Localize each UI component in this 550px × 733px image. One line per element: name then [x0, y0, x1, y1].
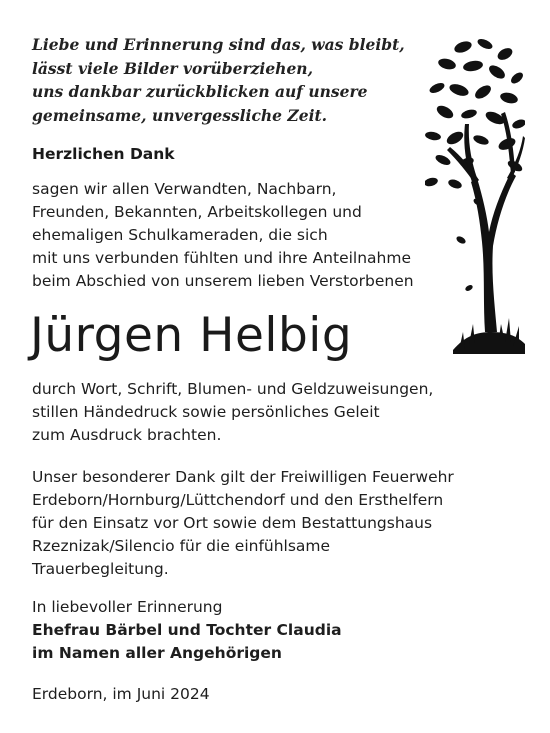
poem-line: lässt viele Bilder vorüberziehen, [32, 58, 313, 78]
intro-line: beim Abschied von unserem lieben Verstorbenen [32, 272, 414, 290]
place-date: Erdeborn, im Juni 2024 [32, 685, 210, 703]
special-thanks-line: Erdeborn/Hornburg/Lüttchendorf und den Ersthelfern [32, 491, 444, 509]
closing-signature [32, 596, 342, 665]
closing-memory: In liebevoller Erinnerung [32, 598, 223, 616]
poem-line: Liebe und Erinnerung sind das, was bleibt, [32, 35, 405, 54]
special-thanks-line: Trauerbegleitung. [32, 560, 169, 578]
intro-line: mit uns verbunden fühlten und ihre Anteilnahme [32, 249, 412, 267]
means-line: stillen Händedruck sowie persönliches Geleit [32, 403, 380, 421]
tree-icon [425, 32, 525, 362]
closing-family: Ehefrau Bärbel und Tochter Claudia [32, 621, 342, 639]
memorial-poem [32, 33, 405, 127]
intro-line: ehemaligen Schulkameraden, die sich [32, 226, 328, 244]
special-thanks-paragraph [32, 466, 454, 581]
poem-line: gemeinsame, unvergessliche Zeit. [32, 105, 328, 125]
means-paragraph [32, 378, 433, 447]
intro-line: sagen wir allen Verwandten, Nachbarn, [32, 180, 337, 198]
special-thanks-line: für den Einsatz vor Ort sowie dem Bestattungshaus [32, 514, 433, 532]
thanks-heading: Herzlichen Dank [32, 145, 175, 163]
intro-line: Freunden, Bekannten, Arbeitskollegen und [32, 203, 362, 221]
deceased-name: Jürgen Helbig [30, 308, 353, 363]
means-line: zum Ausdruck brachten. [32, 426, 222, 444]
poem-line: uns dankbar zurückblicken auf unsere [32, 82, 368, 101]
special-thanks-line: Rzeznizak/Silencio für die einfühlsame [32, 537, 331, 555]
closing-relatives: im Namen aller Angehörigen [32, 644, 282, 662]
means-line: durch Wort, Schrift, Blumen- und Geldzuweisungen, [32, 380, 434, 398]
intro-paragraph [32, 178, 414, 293]
special-thanks-line: Unser besonderer Dank gilt der Freiwilligen Feuerwehr [32, 468, 454, 486]
